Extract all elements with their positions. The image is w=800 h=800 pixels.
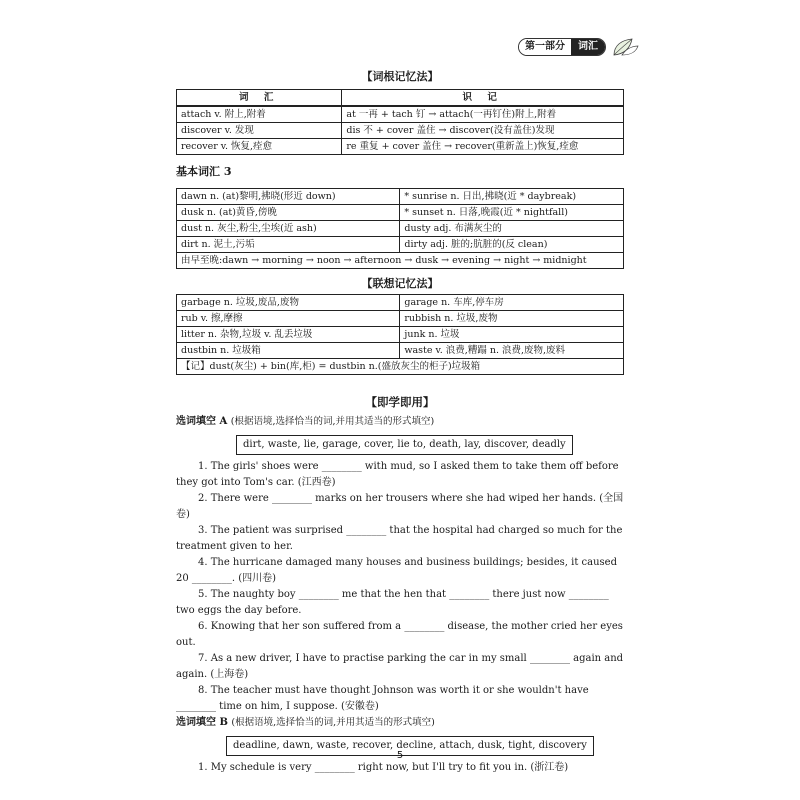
table-row (177, 106, 624, 123)
header-vocab: 词 汇 (177, 90, 342, 107)
page-number: 5 (396, 750, 404, 761)
root-memory-table (176, 89, 624, 155)
vocab-cell: litter n. 杂物,垃圾 v. 乱丢垃圾 (177, 327, 400, 343)
word-box-b: deadline, dawn, waste, recover, decline, attach, dusk, tight, discovery (226, 736, 594, 756)
vocab-cell: garbage n. 垃圾,废品,废物 (177, 295, 400, 311)
word-box-a: dirt, waste, lie, garage, cover, lie to, death, lay, discover, deadly (236, 435, 573, 455)
question-item: 3. The patient was surprised ________ that the hospital had charged so much for the treatment given to her. (176, 525, 623, 552)
vocab-cell: waste v. 浪费,糟蹋 n. 浪费,废物,废料 (400, 343, 624, 359)
vocab-cell: dusty adj. 布满灰尘的 (400, 221, 624, 237)
leaf-icon (610, 37, 640, 57)
vocab-cell: dirty adj. 脏的;肮脏的(反 clean) (400, 237, 624, 253)
vocab-cell: rub v. 擦,摩擦 (177, 311, 400, 327)
dustbin-memo: 【记】dust(灰尘) + bin(库,柜) = dustbin n.(盛放灰尘的柜子)垃圾箱 (177, 359, 624, 375)
table-footer-row (177, 253, 624, 269)
root-memory-title: 【词根记忆法】 (361, 70, 439, 83)
vocab-cell: dusk n. (at)黄昏,傍晚 (177, 205, 400, 221)
table-row (177, 205, 624, 221)
exercise-a (176, 414, 624, 776)
part-label: 第一部分 (519, 39, 571, 55)
vocab-cell: junk n. 垃圾 (400, 327, 624, 343)
association-memory-title: 【联想记忆法】 (361, 277, 439, 290)
question-item: 7. As a new driver, I have to practise parking the car in my small ________ again and again. (上海卷) (176, 653, 624, 680)
table-row (177, 311, 624, 327)
table-row (177, 327, 624, 343)
section-tab (518, 38, 606, 56)
association-memory-table (176, 294, 624, 375)
basic-vocab-title: 基本词汇 3 (176, 165, 232, 178)
vocab-cell: rubbish n. 垃圾,废物 (400, 311, 624, 327)
header-memo: 识 记 (342, 90, 624, 107)
table-footer-row (177, 359, 624, 375)
question-item: 4. The hurricane damaged many houses and business buildings; besides, it caused 20 ________. (四川卷) (176, 557, 617, 584)
exercise-b-label: 选词填空 B (176, 717, 228, 728)
memo-cell: re 重复 + cover 盖住 → recover(重新盖上)恢复,痊愈 (342, 139, 624, 155)
table-row (177, 189, 624, 205)
vocab-cell: dust n. 灰尘,粉尘,尘埃(近 ash) (177, 221, 400, 237)
table-row (177, 123, 624, 139)
memo-cell: at 一再 + tach 钉 → attach(一再钉住)附上,附着 (342, 106, 624, 123)
question-item: 2. There were ________ marks on her trousers where she had wiped her hands. (全国卷) (176, 493, 624, 520)
memo-cell: dis 不 + cover 盖住 → discover(没有盖住)发现 (342, 123, 624, 139)
table-header-row (177, 90, 624, 107)
vocab-cell: garage n. 车库,停车房 (400, 295, 624, 311)
word-box-row (176, 430, 624, 459)
vocab-cell: * sunrise n. 日出,拂晓(近 * daybreak) (400, 189, 624, 205)
basic-vocab-table (176, 188, 624, 269)
vocab-cell: * sunset n. 日落,晚霞(近 * nightfall) (400, 205, 624, 221)
practice-title: 【即学即用】 (365, 395, 435, 409)
question-item: 8. The teacher must have thought Johnson was worth it or she wouldn't have ________ time on him, I suppose. (安徽卷) (176, 685, 589, 712)
table-row (177, 343, 624, 359)
section-label: 词汇 (571, 39, 605, 55)
table-row (177, 295, 624, 311)
vocab-cell: discover v. 发现 (177, 123, 342, 139)
vocab-cell: dawn n. (at)黎明,拂晓(形近 down) (177, 189, 400, 205)
exercise-b-instruction: (根据语境,选择恰当的词,并用其适当的形式填空) (231, 717, 435, 728)
question-item: 1. The girls' shoes were ________ with mud, so I asked them to take them off before they got into Tom's car. (江西卷) (176, 461, 619, 488)
question-item: 6. Knowing that her son suffered from a ________ disease, the mother cried her eyes out. (176, 621, 623, 648)
time-sequence-note: 由早至晚:dawn → morning → noon → afternoon → dusk → evening → night → midnight (177, 253, 624, 269)
exercise-a-instruction: (根据语境,选择恰当的词,并用其适当的形式填空) (230, 416, 435, 427)
table-row (177, 139, 624, 155)
table-row (177, 221, 624, 237)
page-header (518, 38, 640, 56)
question-item: 5. The naughty boy ________ me that the hen that ________ there just now ________ two eggs the day before. (176, 589, 609, 616)
question-item: 1. My schedule is very ________ right now, but I'll try to fit you in. (浙江卷) (198, 762, 569, 773)
vocab-cell: recover v. 恢复,痊愈 (177, 139, 342, 155)
vocab-cell: dustbin n. 垃圾箱 (177, 343, 400, 359)
exercise-a-heading (176, 414, 624, 430)
vocab-cell: attach v. 附上,附着 (177, 106, 342, 123)
vocab-cell: dirt n. 泥土,污垢 (177, 237, 400, 253)
table-row (177, 237, 624, 253)
exercise-a-label: 选词填空 A (176, 416, 228, 427)
exercise-b-heading (176, 715, 624, 731)
